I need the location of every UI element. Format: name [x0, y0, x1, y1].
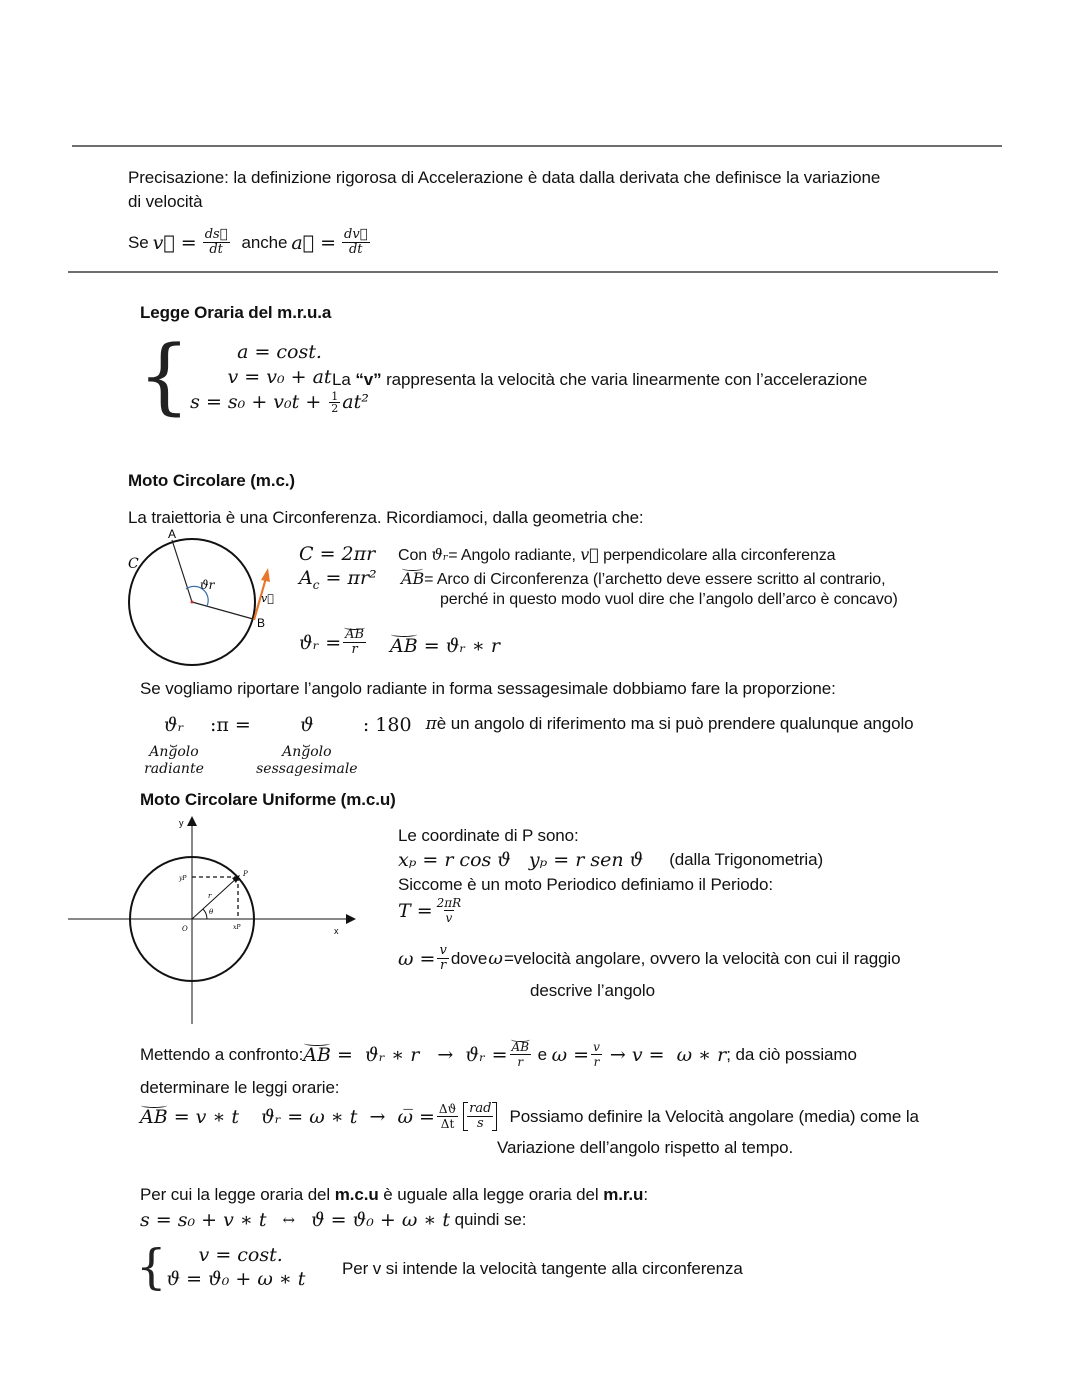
- final-statement: Per cui la legge oraria del m.c.u è uguale alla legge oraria del m.r.u:: [140, 1185, 648, 1204]
- derivative-definitions: [128, 228, 372, 257]
- half-fraction: $\frac{1}{2}$: [331, 390, 339, 415]
- dv-dt-fraction: [342, 228, 369, 257]
- ds-dt-fraction: [203, 228, 230, 257]
- label-c: C: [128, 556, 139, 572]
- laws-line: AB = v ∗ t ϑᵣ = ω ∗ t → ω̅ = $\frac{\Delta ϑ}{\Delta t}$ $\frac{\text{rad}}{s}$ Possiamo definire la Velocità angolare (media) come la: [140, 1101, 919, 1131]
- eq-position: s = s₀ + v₀t + $\frac{1}{2}$ at²: [190, 390, 369, 415]
- arc-length-formula: AB = ϑᵣ ∗ r: [390, 635, 500, 657]
- equivalence-line: s = s₀ + v ∗ t ↔ ϑ = ϑ₀ + ω ∗ t quindi se:: [140, 1209, 527, 1231]
- unit-bracket: $\frac{\text{rad}}{s}$: [463, 1102, 497, 1131]
- left-brace-icon: {: [138, 329, 191, 424]
- yp-formula: yₚ = r sen ϑ: [528, 849, 644, 871]
- formula-area: $A_c = \pi r^2$: [299, 567, 377, 592]
- eq-velocity: v = v₀ + at: [227, 365, 332, 388]
- left-brace-icon: {: [136, 1239, 167, 1295]
- mrua-title: Legge Oraria del m.r.u.a: [140, 303, 332, 322]
- label-theta-r: ϑr: [200, 578, 215, 592]
- unit-circle-diagram: [68, 814, 358, 1026]
- origin-label: O: [182, 925, 188, 933]
- point-p-label: P: [243, 870, 248, 878]
- mc-intro: La traiettoria è una Circonferenza. Ricordiamoci, dalla geometria che:: [128, 508, 644, 527]
- eq-acceleration: a = cost.: [237, 340, 322, 363]
- compare-line: Mettendo a confronto: AB = ϑᵣ ∗ r → ϑᵣ = $\frac{AB}{r}$ e ω = $\frac{v}{r}$ → v = ω ∗ r ; da ciò possiamo: [140, 1040, 857, 1069]
- angolo-radiante-group: ϑᵣ ⏟ Angolo radiante: [144, 714, 204, 777]
- frac-den: dt: [209, 242, 223, 257]
- precisazione-text-cont: di velocità: [128, 192, 203, 211]
- arc-note: AB= Arco di Circonferenza (l’archetto deve essere scritto al contrario,: [401, 569, 886, 588]
- circle-arc-diagram: [120, 528, 290, 673]
- precisazione-text: Precisazione: la definizione rigorosa di Accelerazione è data dalla derivata che definisce la variazione: [128, 168, 881, 187]
- theta-r-formula: ϑᵣ = $\frac{AB}{r}$: [299, 627, 365, 657]
- arc-note-cont: perché in questo modo vuol dire che l’angolo dell’arco è concavo): [440, 591, 898, 608]
- coord-formulas: [398, 849, 823, 871]
- mcu-system: [136, 1239, 306, 1295]
- axis-y-label: y: [179, 818, 184, 828]
- radius-label: r: [208, 892, 212, 900]
- compare-cont: determinare le leggi orarie:: [140, 1078, 340, 1097]
- mcu-title: Moto Circolare Uniforme (m.c.u): [140, 790, 396, 809]
- proportion-intro: Se vogliamo riportare l’angolo radiante in forma sessagesimale dobbiamo fare la proporzione:: [140, 679, 836, 698]
- label-a: A: [168, 528, 177, 541]
- underbrace-icon: ⏟: [170, 733, 178, 747]
- period-intro: Siccome è un moto Periodico definiamo il Periodo:: [398, 875, 773, 894]
- period-formula: T = $\frac{2\pi R}{v}$: [398, 896, 462, 925]
- mcu-equations: v = cost. ϑ = ϑ₀ + ω ∗ t: [166, 1244, 306, 1290]
- mrua-note: La “v” rappresenta la velocità che varia linearmente con l’accelerazione: [332, 370, 868, 389]
- coord-intro: Le coordinate di P sono:: [398, 826, 579, 845]
- velocity-vector: v⃗ =: [152, 231, 197, 254]
- omega-formula: ω = $\frac{v}{r}$ dove ω =velocità angolare, ovvero la velocità con cui il raggio: [398, 943, 901, 973]
- mc-title: Moto Circolare (m.c.): [128, 471, 295, 490]
- mcu-system-note: Per v si intende la velocità tangente alla circonferenza: [342, 1259, 743, 1278]
- angle-label: θ: [209, 908, 214, 916]
- anche-label: anche: [241, 232, 288, 252]
- label-v: v⃗: [261, 592, 274, 605]
- yp-label: yP: [179, 875, 187, 882]
- laws-note-cont: Variazione dell’angolo rispetto al tempo.: [497, 1138, 794, 1157]
- proportion-formula: ϑᵣ ⏟ Angolo radiante :π = ϑ ⏟ Angolo sessagesimale : 180 π è un angolo di riferimento ma si può prendere qualunque angolo: [142, 714, 914, 778]
- axis-x-label: x: [334, 926, 339, 936]
- xp-formula: xₚ = r cos ϑ: [398, 849, 511, 871]
- angolo-sessagesimale-group: ϑ ⏟ Angolo sessagesimale: [256, 714, 358, 777]
- se-label: Se: [128, 232, 149, 252]
- frac-num: dv⃗: [344, 227, 368, 242]
- trig-note: (dalla Trigonometria): [669, 850, 824, 869]
- underbrace-icon: ⏟: [303, 733, 311, 747]
- top-rule: [72, 145, 1002, 147]
- omega-text-cont: descrive l’angolo: [530, 981, 655, 1000]
- xp-label: xP: [233, 924, 241, 931]
- frac-num: ds⃗: [204, 227, 228, 242]
- acceleration-vector: a⃗ =: [291, 231, 337, 254]
- bottom-rule: [68, 271, 998, 273]
- con-note: Con ϑᵣ= Angolo radiante, v⃗ perpendicolare alla circonferenza: [398, 545, 836, 564]
- formula-circumference: C = 2πr: [299, 543, 376, 565]
- frac-den: dt: [348, 242, 363, 257]
- label-b: B: [257, 616, 266, 630]
